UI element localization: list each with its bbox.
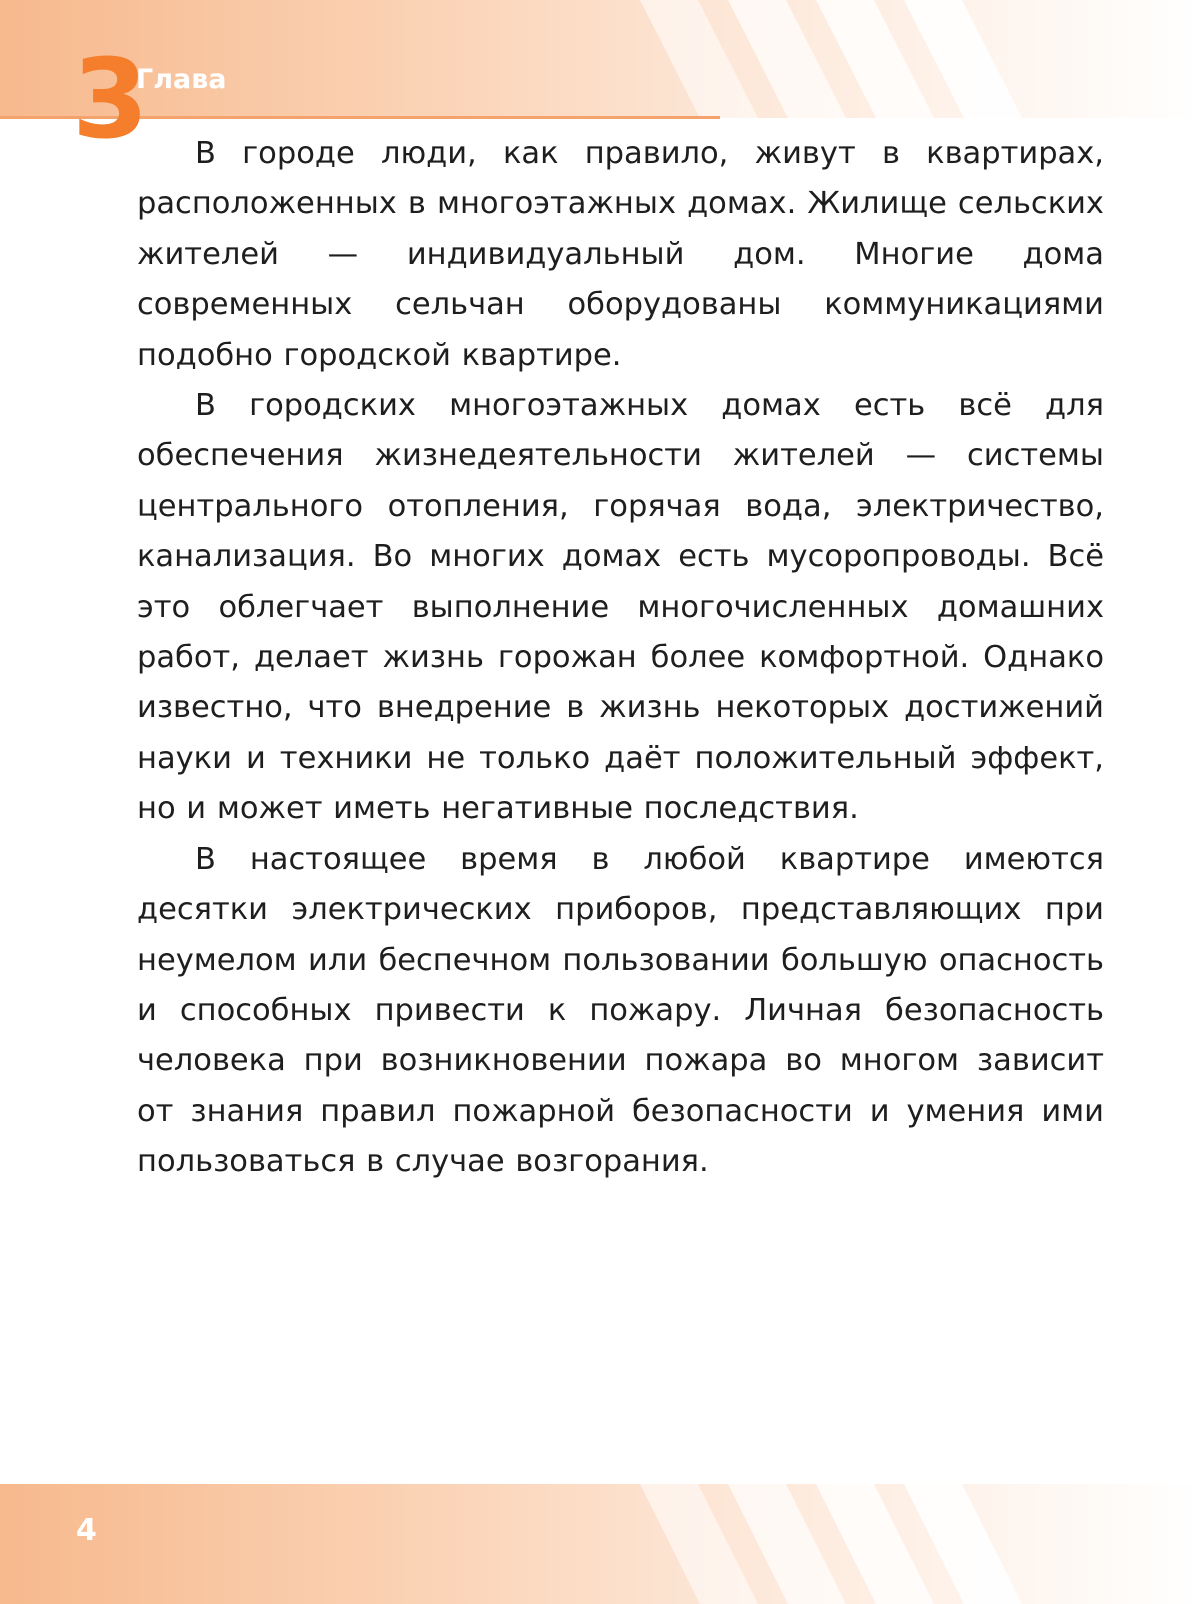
footer-band [0,1484,1200,1604]
footer-stripes-decoration [640,1484,1200,1604]
chapter-number: 3 [72,35,147,163]
paragraph-3: В настоящее время в любой квартире имеются десятки электрических приборов, представляющих при неумелом или беспечном пользовании большую опасность и способных привести к пожару. Личная безопасность человека при возникновении пожара во многом зависит от знания правил пожарной безопасности и умения ими пользоваться в случае возгорания. [137,841,1104,1180]
paragraph-2: В городских многоэтажных домах есть всё для обеспечения жизнедеятельности жителей — системы центрального отопления, горячая вода, электричество, канализация. Во многих домах есть мусоропроводы. Всё это облегчает выполнение многочисленных домашних работ, делает жизнь горожан более комфортной. Однако известно, что внедрение в жизнь некоторых достижений науки и техники не только даёт положительный эффект, но и может иметь негативные последствия. [137,388,1104,827]
header-stripes-decoration [640,0,1200,118]
body-text [137,129,1104,1188]
page-number: 4 [76,1513,97,1548]
header-band [0,0,1200,118]
chapter-label: Глава [136,64,227,95]
paragraph-1: В городе люди, как правило, живут в квартирах, расположенных в многоэтажных домах. Жилище сельских жителей — индивидуальный дом. Многие дома современных сельчан оборудованы коммуникациями подобно городской квартире. [137,136,1104,373]
